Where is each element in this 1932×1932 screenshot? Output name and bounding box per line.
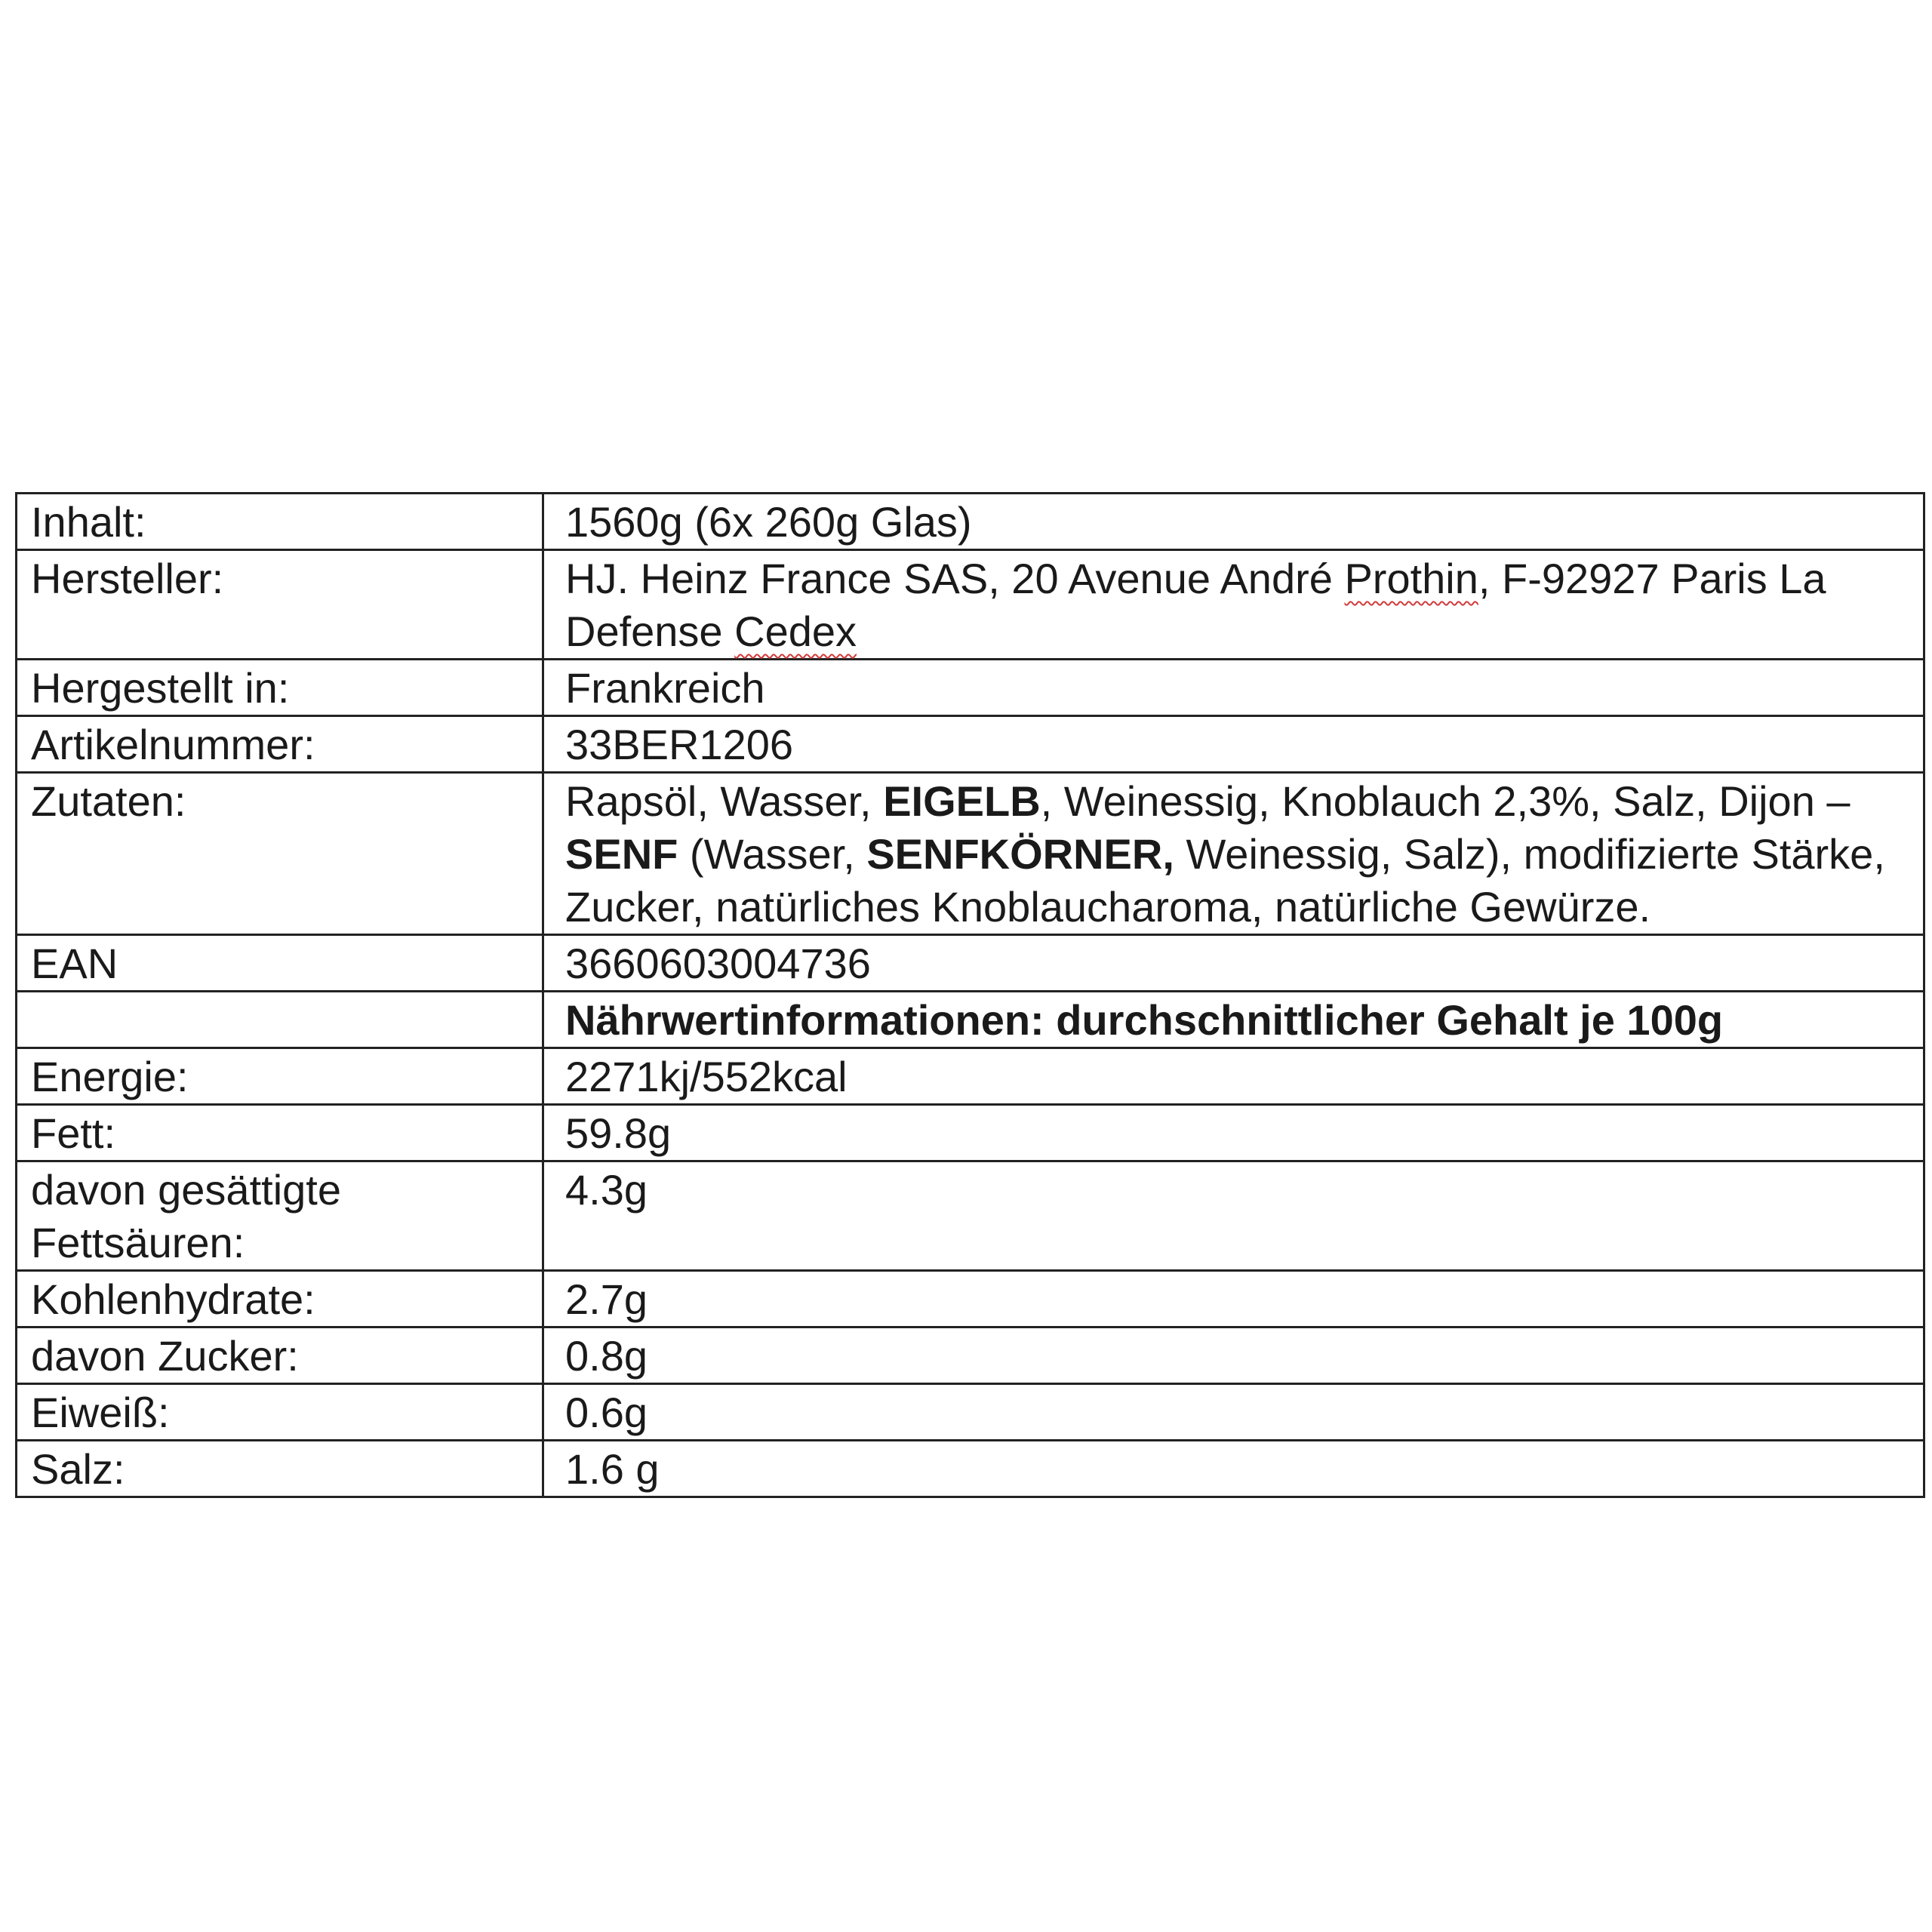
manufacturer-text: , F-92927 Paris La Defense: [565, 555, 1826, 655]
spellcheck-word: Cedex: [734, 608, 857, 655]
row-value-energie: 2271kj/552kcal: [543, 1048, 1924, 1105]
table-row: [17, 1271, 1924, 1327]
row-label-ean: EAN: [17, 935, 543, 992]
row-label-zucker: davon Zucker:: [17, 1327, 543, 1384]
table-row: [17, 1384, 1924, 1441]
table-row: [17, 1441, 1924, 1497]
table-row: [17, 773, 1924, 935]
table-row: [17, 992, 1924, 1048]
table-row: [17, 1327, 1924, 1384]
row-label-eiweiss: Eiweiß:: [17, 1384, 543, 1441]
allergen-text: SENF: [565, 830, 678, 878]
row-value-zutaten: [543, 773, 1924, 935]
row-label-salz: Salz:: [17, 1441, 543, 1497]
row-value-hersteller: [543, 550, 1924, 660]
nutrition-heading: Nährwertinformationen: durchschnittlicher Gehalt je 100g: [543, 992, 1924, 1048]
row-label-artikelnummer: Artikelnummer:: [17, 716, 543, 773]
row-value-inhalt: 1560g (6x 260g Glas): [543, 494, 1924, 550]
table-row: [17, 1105, 1924, 1161]
row-value-salz: 1.6 g: [543, 1441, 1924, 1497]
row-label-kohlenhydrate: Kohlenhydrate:: [17, 1271, 543, 1327]
manufacturer-text: HJ. Heinz France SAS, 20 Avenue André: [565, 555, 1345, 602]
row-label-hersteller: Hersteller:: [17, 550, 543, 660]
row-label-hergestellt-in: Hergestellt in:: [17, 660, 543, 716]
table-row: [17, 660, 1924, 716]
row-value-gesaettigte-fettsaeuren: 4.3g: [543, 1161, 1924, 1271]
row-label-zutaten: Zutaten:: [17, 773, 543, 935]
row-label-inhalt: Inhalt:: [17, 494, 543, 550]
table-row: [17, 494, 1924, 550]
allergen-text: EIGELB: [883, 777, 1041, 825]
row-label-gesaettigte-fettsaeuren: davon gesättigte Fettsäuren:: [17, 1161, 543, 1271]
table-row: [17, 716, 1924, 773]
table-row: [17, 1161, 1924, 1271]
table-row: [17, 935, 1924, 992]
row-value-fett: 59.8g: [543, 1105, 1924, 1161]
ingredients-text: (Wasser,: [678, 830, 867, 878]
row-label-empty: [17, 992, 543, 1048]
spellcheck-word: Prothin: [1344, 555, 1478, 602]
allergen-text: SENFKÖRNER,: [866, 830, 1174, 878]
ingredients-text: , Weinessig, Knoblauch 2,3%, Salz, Dijon –: [1040, 777, 1850, 825]
row-value-eiweiss: 0.6g: [543, 1384, 1924, 1441]
row-value-ean: 3660603004736: [543, 935, 1924, 992]
product-info-table: [15, 492, 1925, 1498]
row-label-fett: Fett:: [17, 1105, 543, 1161]
row-label-energie: Energie:: [17, 1048, 543, 1105]
ingredients-text: Weinessig, Salz), modifizierte Stärke, Zucker, natürliches Knoblaucharoma, natürliche Gewürze.: [565, 830, 1885, 931]
row-value-zucker: 0.8g: [543, 1327, 1924, 1384]
row-value-hergestellt-in: Frankreich: [543, 660, 1924, 716]
table-row: [17, 550, 1924, 660]
row-value-kohlenhydrate: 2.7g: [543, 1271, 1924, 1327]
row-value-artikelnummer: 33BER1206: [543, 716, 1924, 773]
table-row: [17, 1048, 1924, 1105]
ingredients-text: Rapsöl, Wasser,: [565, 777, 884, 825]
